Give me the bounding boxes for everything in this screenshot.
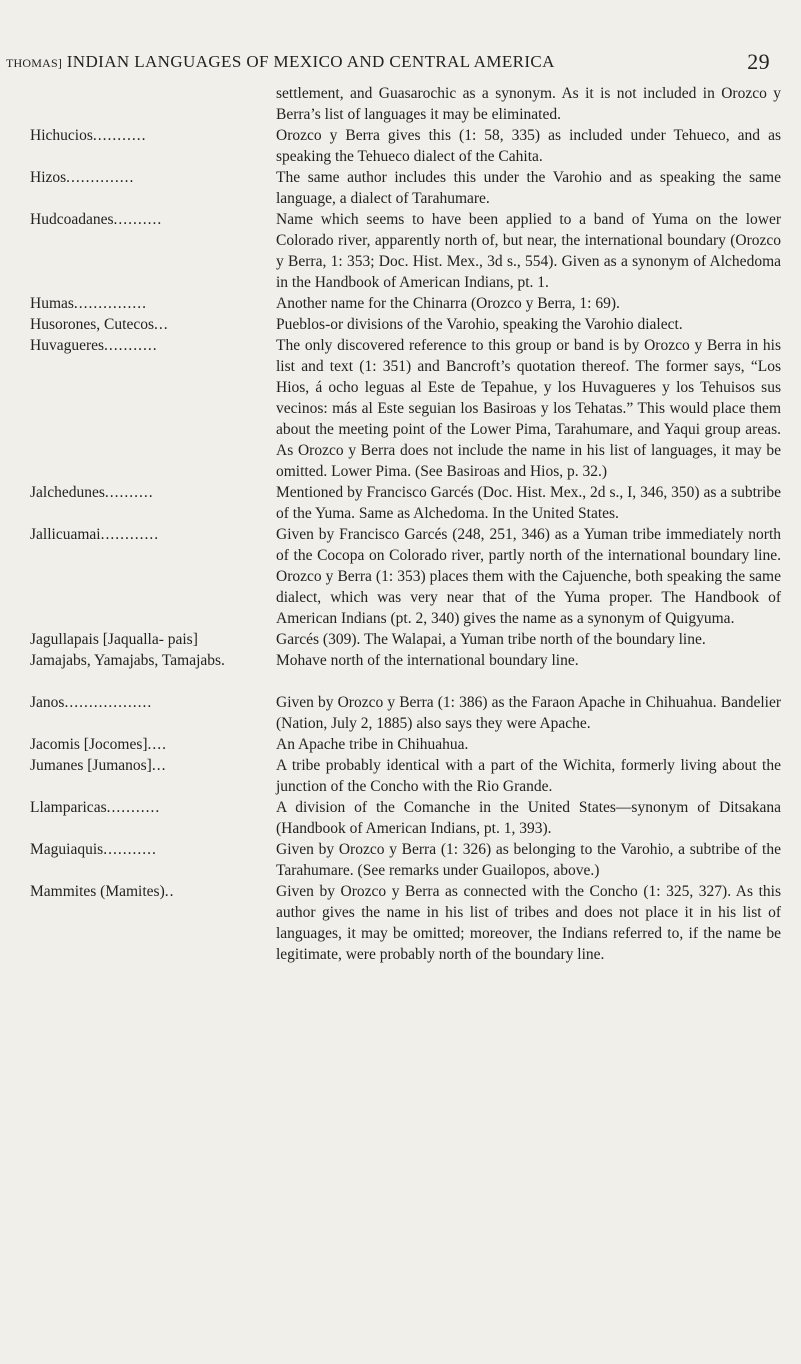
entry-term: Jumanes [Jumanos]... (30, 757, 167, 774)
entry-term: Jacomis [Jocomes].... (30, 736, 168, 753)
glossary-entry (0, 167, 801, 209)
entry-definition: A tribe probably identical with a part of the Wichita, formerly living about the junction of the Concho with the Rio Grande. (276, 757, 781, 795)
intro-text: settlement, and Guasarochic as a synonym. As it is not included in Orozco y Berra’s list of languages it may be eliminated. (276, 85, 781, 123)
glossary-entry (0, 293, 801, 314)
entry-term: Jagullapais [Jaqualla- pais] (30, 631, 198, 648)
entry-term: Humas............... (30, 295, 148, 312)
glossary-entries (0, 83, 801, 965)
entry-definition: Given by Orozco y Berra (1: 326) as belonging to the Varohio, a subtribe of the Tarahumare. (See remarks under Guailopos, above.) (276, 841, 781, 879)
entry-term: Mammites (Mamites).. (30, 883, 175, 900)
glossary-entry (0, 629, 801, 650)
running-author: THOMAS] (6, 56, 63, 70)
entry-definition: Orozco y Berra gives this (1: 58, 335) as included under Tehueco, and as speaking the Tehueco dialect of the Cahita. (276, 127, 781, 165)
glossary-entry (0, 734, 801, 755)
glossary-entry (0, 881, 801, 965)
entry-definition: Mohave north of the international boundary line. (276, 652, 579, 669)
entry-term: Husorones, Cutecos... (30, 316, 169, 333)
entry-definition: Given by Francisco Garcés (248, 251, 346) as a Yuman tribe immediately north of the Cocopa on Colorado river, partly north of the international boundary line. Orozco y Berra (1: 353) places them with the Cajuenche, both speaking the same dialect, which was very near that of the Yuma proper. The Handbook of American Indians (pt. 2, 340) gives the name as a synonym of Quigyuma. (276, 526, 781, 627)
entry-term: Maguiaquis........... (30, 841, 157, 858)
entry-term: Llamparicas........... (30, 799, 161, 816)
entry-definition: Pueblos-or divisions of the Varohio, speaking the Varohio dialect. (276, 316, 683, 333)
entry-term: Hizos.............. (30, 169, 135, 186)
entry-term: Jalchedunes.......... (30, 484, 154, 501)
entry-definition: Name which seems to have been applied to a band of Yuma on the lower Colorado river, apparently north of, but near, the international boundary (Orozco y Berra, 1: 353; Doc. Hist. Mex., 3d s., 554). Given as a synonym of Alchedoma in the Handbook of American Indians, pt. 1. (276, 211, 781, 291)
entry-definition: Mentioned by Francisco Garcés (Doc. Hist. Mex., 2d s., I, 346, 350) as a subtribe of the Yuma. Same as Alchedoma. In the United States. (276, 484, 781, 522)
entry-term: Jallicuamai............ (30, 526, 160, 543)
glossary-entry (0, 125, 801, 167)
glossary-entry (0, 797, 801, 839)
glossary-entry (0, 839, 801, 881)
entry-term: Huvagueres........... (30, 337, 158, 354)
entry-definition: A division of the Comanche in the United States—synonym of Ditsakana (Handbook of American Indians, pt. 1, 393). (276, 799, 781, 837)
glossary-entry (0, 755, 801, 797)
running-title-text: INDIAN LANGUAGES OF MEXICO AND CENTRAL AMERICA (66, 52, 555, 71)
intro-continuation (0, 83, 801, 125)
entry-definition: Garcés (309). The Walapai, a Yuman tribe north of the boundary line. (276, 631, 706, 648)
running-title (6, 52, 555, 72)
glossary-entry (0, 314, 801, 335)
glossary-entry (0, 335, 801, 482)
running-header (6, 49, 796, 80)
entry-term: Hichucios........... (30, 127, 147, 144)
entry-definition: Another name for the Chinarra (Orozco y Berra, 1: 69). (276, 295, 620, 312)
page-number: 29 (747, 49, 770, 74)
entry-term: Jamajabs, Yamajabs, Tamajabs. (30, 652, 225, 669)
entry-definition: Given by Orozco y Berra (1: 386) as the Faraon Apache in Chihuahua. Bandelier (Nation, July 2, 1885) also says they were Apache. (276, 694, 781, 732)
entry-definition: The same author includes this under the Varohio and as speaking the same language, a dialect of Tarahumare. (276, 169, 781, 207)
glossary-entry (0, 650, 801, 692)
entry-term: Hudcoadanes.......... (30, 211, 163, 228)
glossary-entry (0, 524, 801, 629)
glossary-entry (0, 209, 801, 293)
entry-definition: Given by Orozco y Berra as connected with the Concho (1: 325, 327). As this author gives the name in his list of tribes and does not place it in his list of languages, it may be omitted; moreover, the Indians referred to, if the name be legitimate, were probably north of the boundary line. (276, 883, 781, 963)
entry-definition: The only discovered reference to this group or band is by Orozco y Berra in his list and text (1: 351) and Bancroft’s quotation thereof. The former says, “Los Hios, á ocho leguas al Este de Tepahue, y los Huvagueres y los Tehuisos sus vecinos: más al Este seguian los Basiroas y los Tehatas.” This would place them about the meeting point of the Lower Pima, Tarahumare, and Yaqui group areas. As Orozco y Berra does not include the name in his list of languages, it may be omitted. Lower Pima. (See Basiroas and Hios, p. 32.) (276, 337, 781, 480)
glossary-entry (0, 692, 801, 734)
entry-definition: An Apache tribe in Chihuahua. (276, 736, 469, 753)
entry-term: Janos.................. (30, 694, 153, 711)
glossary-entry (0, 482, 801, 524)
